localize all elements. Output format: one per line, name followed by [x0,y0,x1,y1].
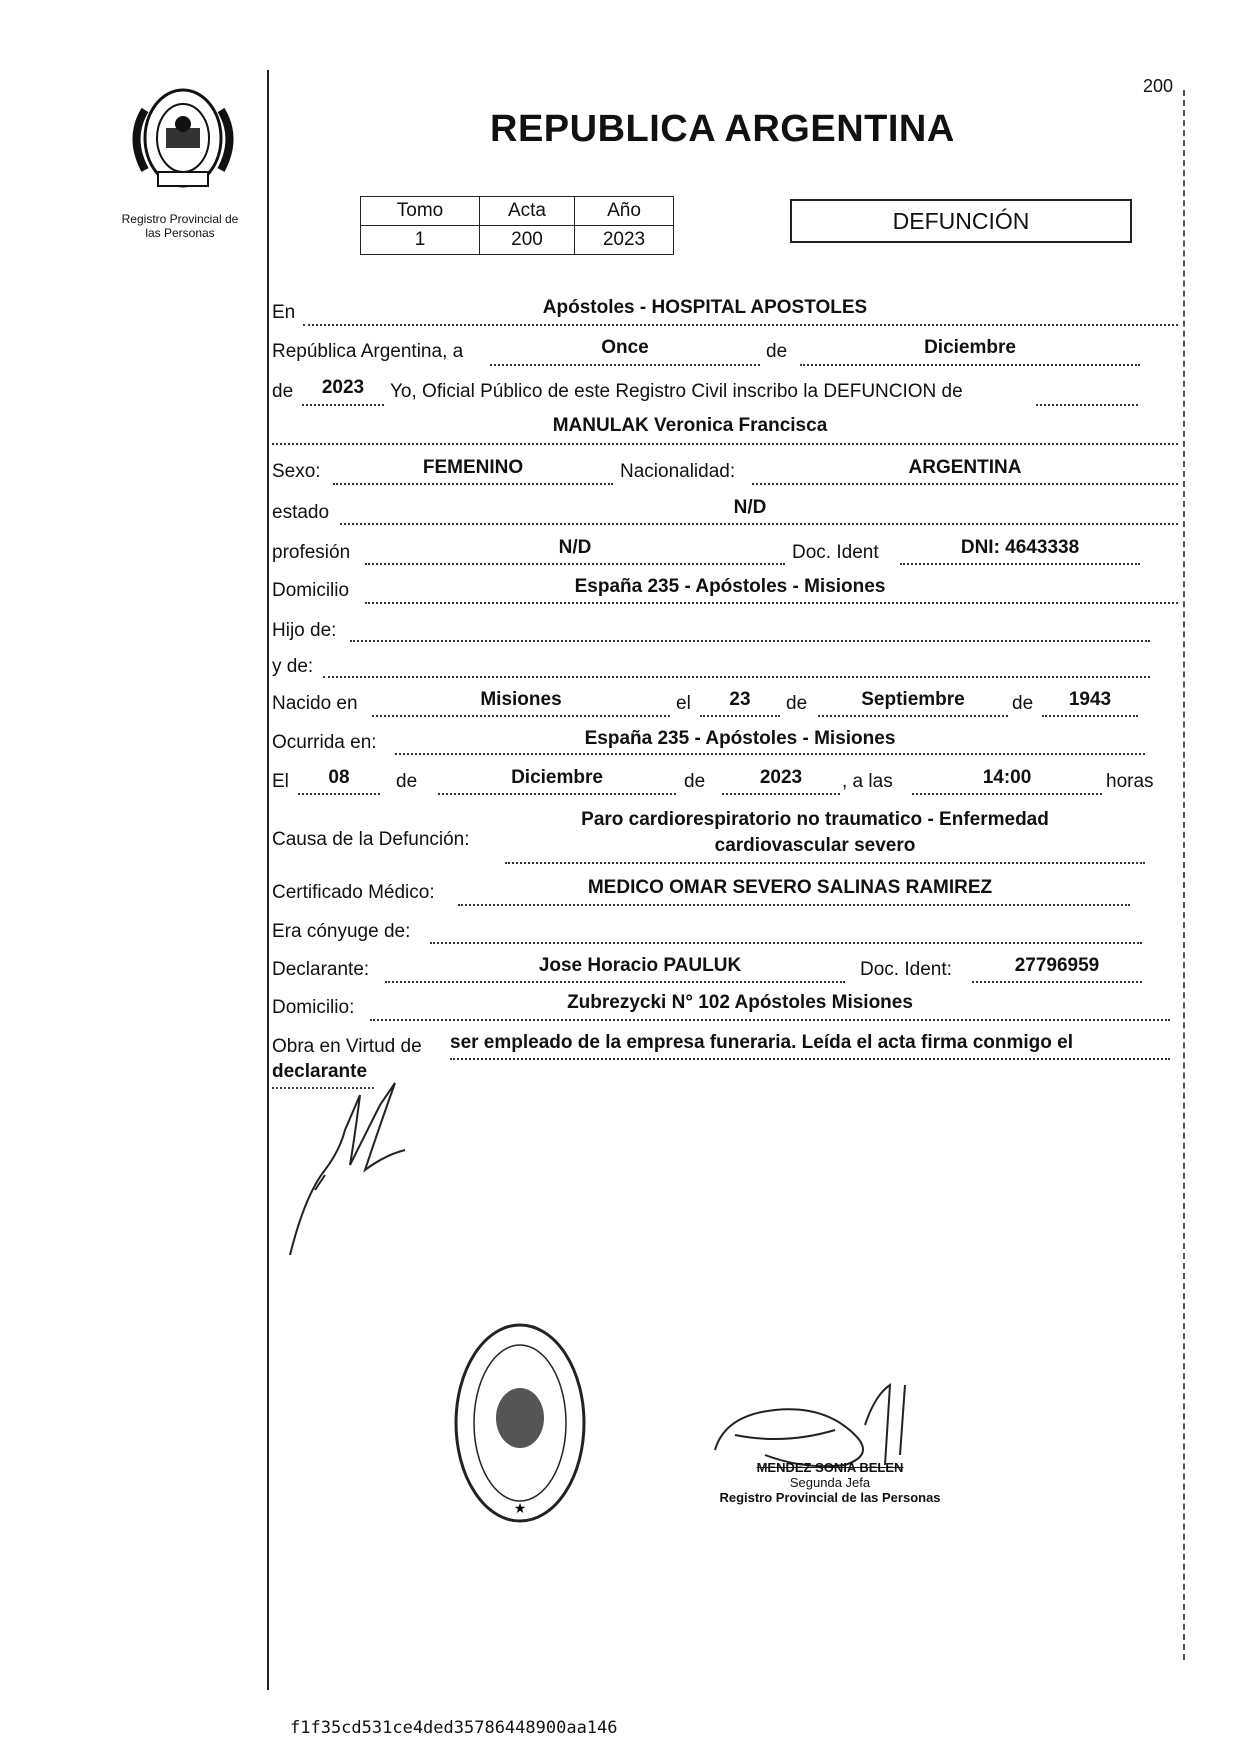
nationality-value: ARGENTINA [908,457,1022,478]
inscription-day: Once [601,337,649,358]
dotted-line [365,602,1178,604]
label-yo: Yo, Oficial Público de este Registro Civil inscribo la DEFUNCION de [390,381,963,402]
death-day: 08 [328,767,350,788]
dotted-line [1042,715,1138,717]
label-profesion: profesión [272,542,351,563]
label-de: de [766,341,788,362]
medical-certificate-value: MEDICO OMAR SEVERO SALINAS RAMIREZ [587,877,993,898]
label-causa: Causa de la Defunción: [272,829,470,850]
provincial-seal-logo [118,80,248,195]
dotted-line [458,904,1130,906]
death-place: España 235 - Apóstoles - Misiones [584,728,896,749]
label-certificado: Certificado Médico: [272,882,435,903]
dotted-line [450,1058,1170,1060]
tomo-value: 1 [361,226,480,255]
dotted-line [370,1019,1170,1021]
sex-value: FEMENINO [422,457,524,478]
label-republica: República Argentina, a [272,341,464,362]
label-doc-ident: Doc. Ident [792,542,879,563]
label-horas: horas [1106,771,1154,792]
dotted-line [340,523,1178,525]
dotted-line [800,364,1140,366]
declarant-signature [285,1075,465,1265]
birth-day: 23 [729,689,751,710]
label-nacido-en: Nacido en [272,693,358,714]
dotted-line [700,715,780,717]
place-value: Apóstoles - HOSPITAL APOSTOLES [542,297,868,318]
record-type-box: DEFUNCIÓN [790,199,1132,243]
dotted-line [972,981,1142,983]
profession-value: N/D [558,537,592,558]
official-stamp [450,1318,590,1528]
dotted-line [298,793,380,795]
dotted-line [752,483,1178,485]
label-de-c: de [396,771,418,792]
label-declarante: Declarante: [272,959,370,980]
seal-caption [95,212,265,240]
anio-label: Año [575,197,674,226]
label-hijo-de: Hijo de: [272,620,337,641]
dotted-line [350,640,1150,642]
dotted-line [900,563,1140,565]
seal-caption-line1: Registro Provincial de [121,212,239,226]
dotted-line [385,981,845,983]
death-month: Diciembre [511,767,603,788]
document-hash: f1f35cd531ce4ded35786448900aa146 [290,1718,618,1738]
right-margin-dashed-line [1183,90,1185,1660]
dotted-line [303,324,1178,326]
label-a-las: , a las [842,771,893,792]
dotted-line [395,753,1145,755]
dotted-line [438,793,676,795]
page-number: 200 [1143,76,1174,96]
declarant-document: 27796959 [1014,955,1100,976]
label-domicilio: Domicilio [272,580,350,601]
dotted-line [372,715,670,717]
death-hour: 14:00 [982,767,1032,788]
dotted-line [430,942,1142,944]
label-sexo: Sexo: [272,461,321,482]
label-y-de: y de: [272,656,314,677]
address-value: España 235 - Apóstoles - Misiones [574,576,886,597]
birth-place: Misiones [480,689,562,710]
label-de-a: de [786,693,808,714]
label-de2: de [272,381,294,402]
declarant-name: Jose Horacio PAULUK [538,955,742,976]
registrar-name: MENDEZ SONIA BELEN [756,1460,904,1475]
declarant-address: Zubrezycki N° 102 Apóstoles Misiones [567,992,913,1013]
obra-line2: declarante [272,1061,368,1082]
death-year: 2023 [759,767,803,788]
dotted-line [323,676,1150,678]
dotted-line [365,563,785,565]
dotted-line [272,443,1178,445]
label-domicilio2: Domicilio: [272,997,355,1018]
label-en: En [272,302,296,323]
dotted-line [912,793,1102,795]
marital-status-value: N/D [733,497,767,518]
svg-text:★: ★ [513,1501,527,1517]
cause-line1: Paro cardiorespiratorio no traumatico - Enfermedad [581,809,1049,830]
record-table [360,196,674,255]
acta-value: 200 [480,226,575,255]
label-conyuge: Era cónyuge de: [272,921,411,942]
signature-caption [700,1460,960,1505]
seal-caption-line2: las Personas [145,226,215,240]
dotted-line [333,483,613,485]
document-title: REPUBLICA ARGENTINA [490,108,955,150]
left-margin-line [267,70,269,1690]
dotted-line [722,793,840,795]
inscription-month: Diciembre [924,337,1016,358]
dotted-line [505,862,1145,864]
registrar-org: Registro Provincial de las Personas [719,1490,941,1505]
birth-year: 1943 [1068,689,1112,710]
label-el-cap: El [272,771,289,792]
acta-label: Acta [480,197,575,226]
anio-value: 2023 [575,226,674,255]
label-el: el [676,693,691,714]
dotted-line [818,715,1008,717]
cause-line2: cardiovascular severo [714,835,916,856]
document-value: DNI: 4643338 [960,537,1080,558]
label-de-b: de [1012,693,1034,714]
label-estado: estado [272,502,330,523]
dotted-line [490,364,760,366]
dotted-line [1036,404,1138,406]
inscription-year: 2023 [321,377,365,398]
label-doc-ident2: Doc. Ident: [860,959,952,980]
label-ocurrida-en: Ocurrida en: [272,732,377,753]
tomo-label: Tomo [361,197,480,226]
label-de-d: de [684,771,706,792]
label-nacionalidad: Nacionalidad: [620,461,736,482]
deceased-name: MANULAK Veronica Francisca [552,415,828,436]
birth-month: Septiembre [861,689,965,710]
dotted-line [302,404,384,406]
registrar-role: Segunda Jefa [789,1475,871,1490]
obra-line1: ser empleado de la empresa funeraria. Leída el acta firma conmigo el [450,1032,1074,1053]
label-obra: Obra en Virtud de [272,1036,422,1057]
